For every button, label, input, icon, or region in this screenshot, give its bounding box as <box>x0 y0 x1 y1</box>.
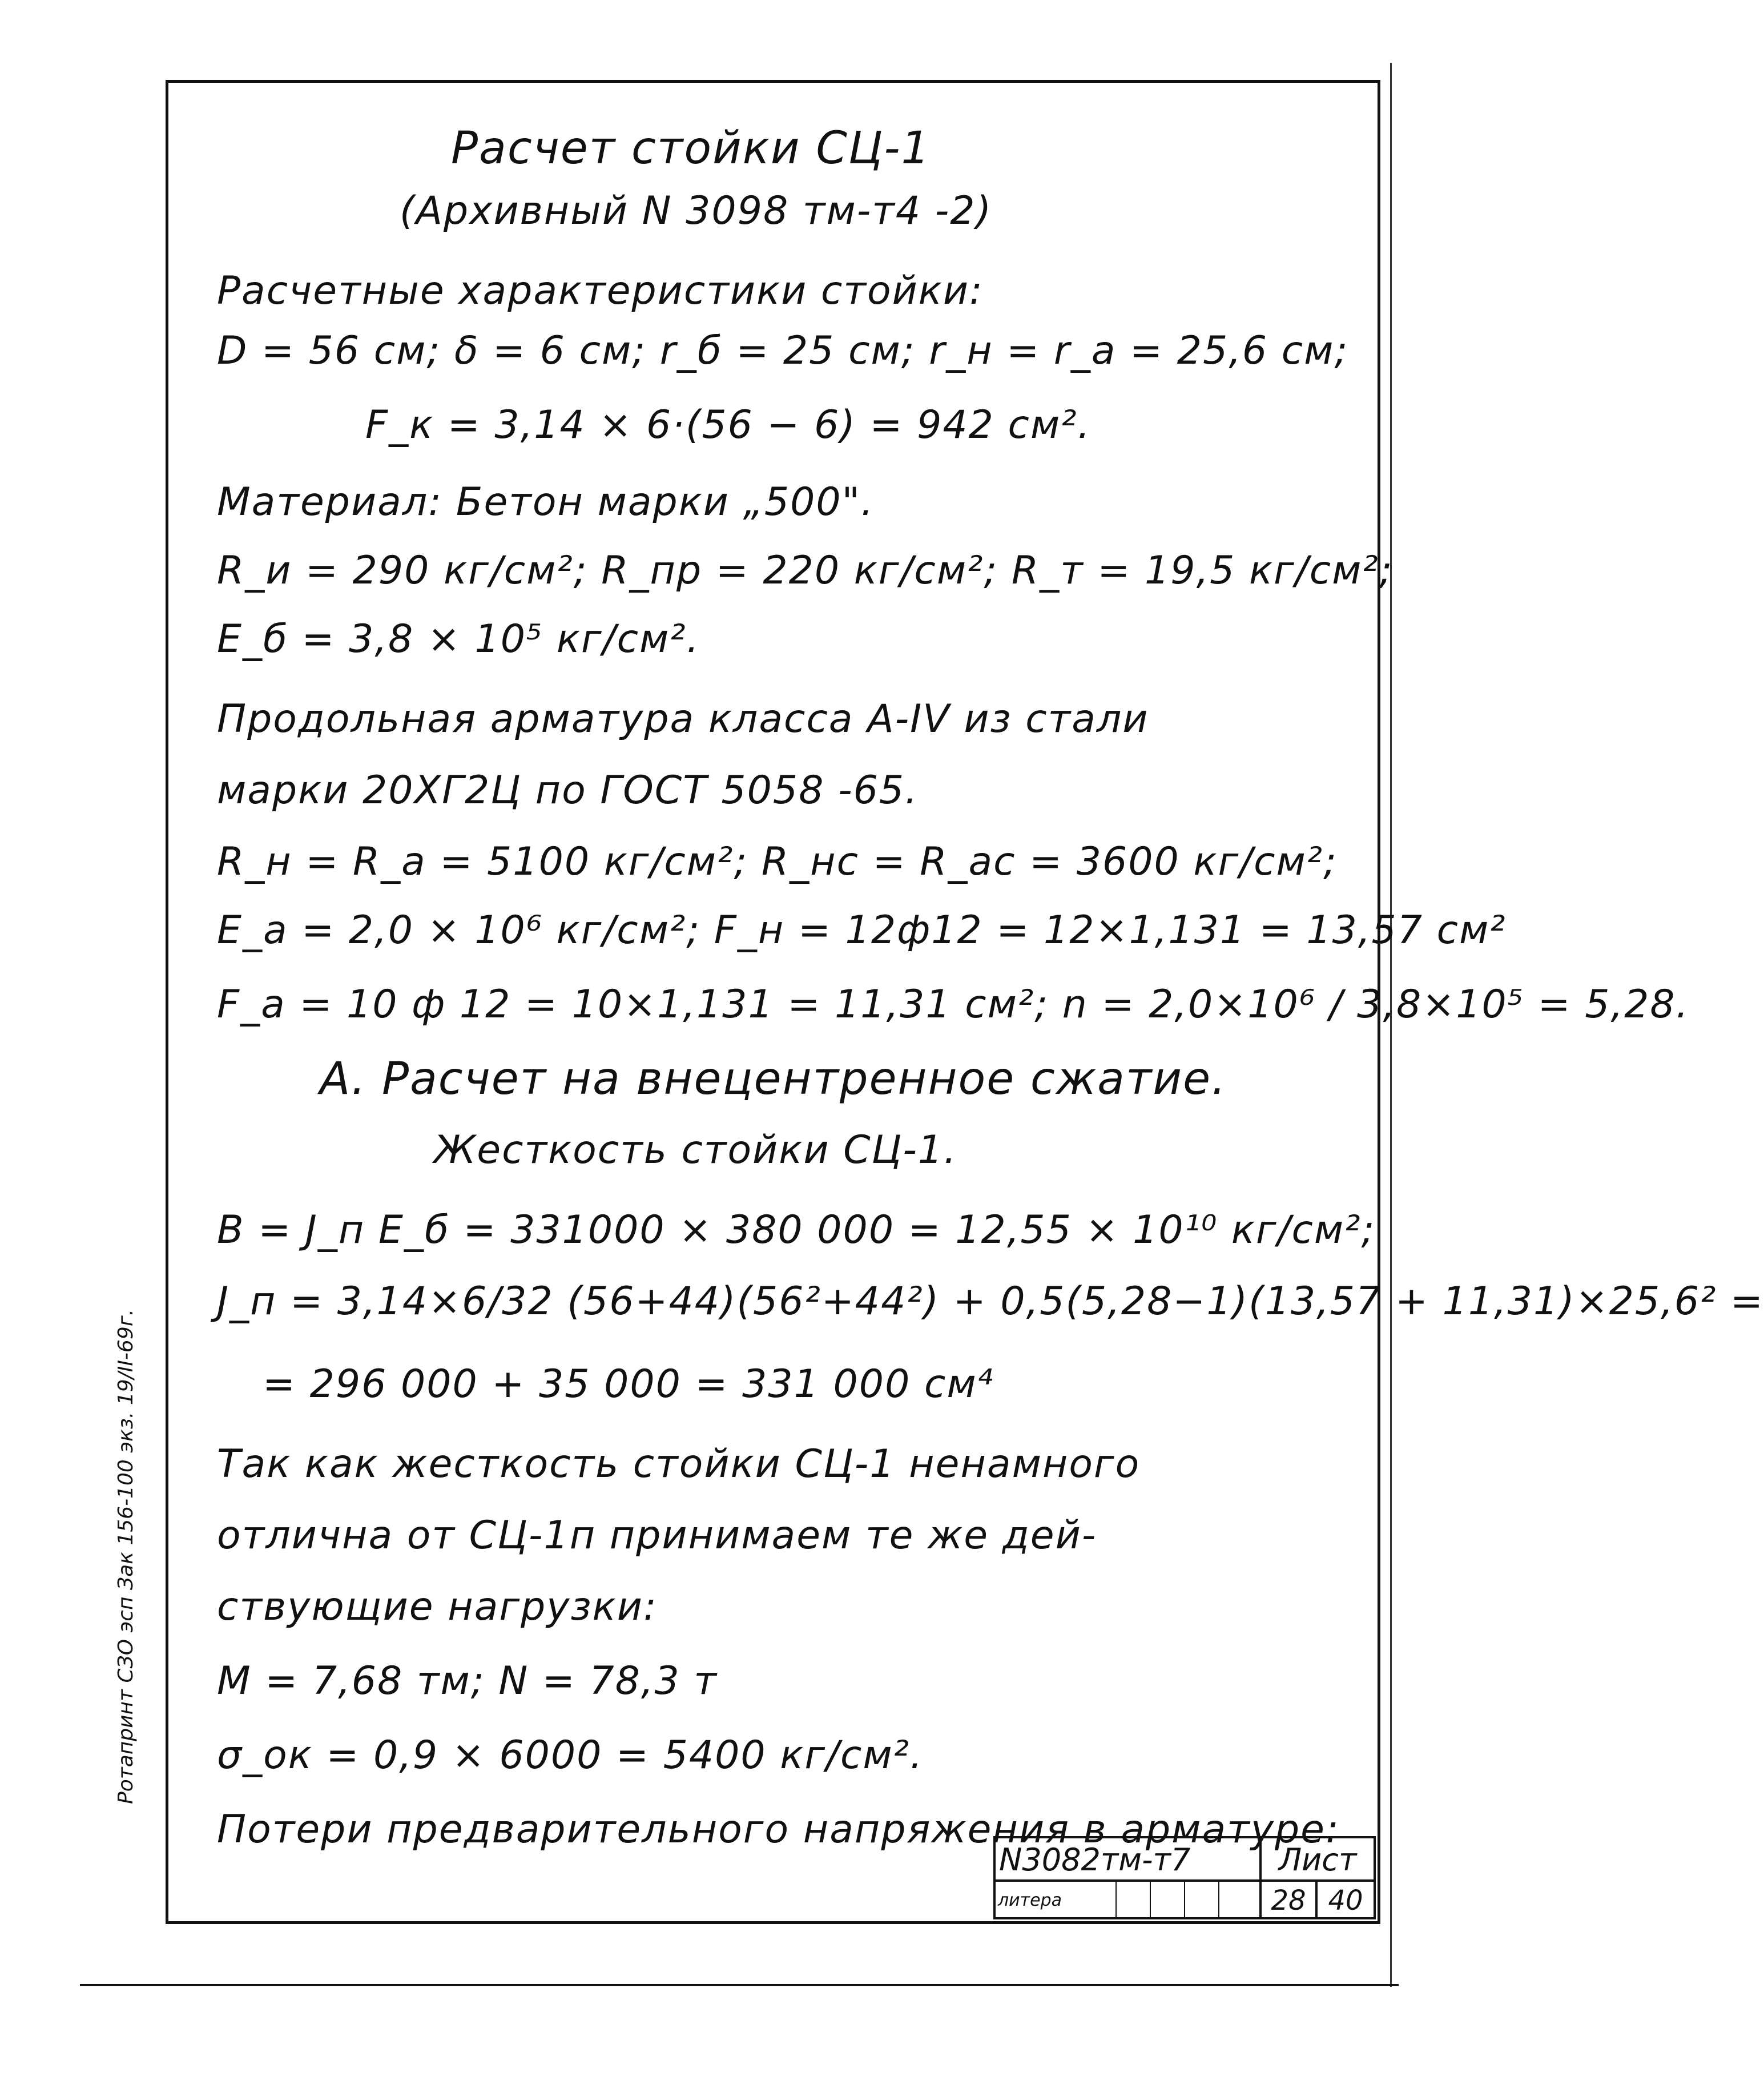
text-line-1: Расчетные характеристики стойки: <box>217 268 984 313</box>
text-line-8: марки 20ХГ2Ц по ГОСТ 5058 -65. <box>217 768 919 813</box>
text-line-2: D = 56 см; δ = 6 см; r_б = 25 см; r_н = r_а = 25,6 см; <box>217 328 1349 373</box>
stamp-grid-line <box>1184 1882 1185 1917</box>
stamp-literal-label: литера <box>998 1890 1062 1910</box>
stamp-doc-number: N3082тм-т7 <box>993 1836 1262 1882</box>
stamp-sheet-number: 28 <box>1259 1879 1318 1919</box>
text-line-11: F_а = 10 ф 12 = 10×1,131 = 11,31 см²; n = 2,0×10⁶ / 3,8×10⁵ = 5,28. <box>217 982 1690 1027</box>
section-heading: А. Расчет на внецентренное сжатие. <box>320 1053 1227 1105</box>
text-line-20: M = 7,68 тм; N = 78,3 т <box>217 1659 718 1704</box>
document-title: Расчет стойки СЦ-1 <box>451 123 931 174</box>
text-line-10: E_а = 2,0 × 10⁶ кг/см²; F_н = 12ф12 = 12×1,131 = 13,57 см² <box>217 908 1507 953</box>
subsection-heading: Жесткость стойки СЦ-1. <box>434 1128 957 1173</box>
stamp-sheets-total: 40 <box>1315 1879 1376 1919</box>
document-subtitle: (Архивный N 3098 тм-т4 -2) <box>400 188 993 234</box>
text-line-16: = 296 000 + 35 000 = 331 000 см⁴ <box>263 1362 994 1407</box>
stamp-sheet-label: Лист <box>1259 1836 1376 1882</box>
text-line-6: E_б = 3,8 × 10⁵ кг/см². <box>217 617 700 662</box>
stamp-grid-line <box>1218 1882 1219 1917</box>
text-line-18: отлична от СЦ-1п принимаем те же дей- <box>217 1513 1097 1558</box>
print-note: Ротапринт СЗО эсп Зак 156-100 экз. 19/II-69г. <box>114 1309 138 1804</box>
text-line-9: R_н = R_а = 5100 кг/см²; R_нс = R_ас = 3600 кг/см²; <box>217 839 1338 884</box>
text-line-22: Потери предварительного напряжения в арматуре: <box>217 1807 1340 1852</box>
text-line-15: J_п = 3,14×6/32 (56+44)(56²+44²) + 0,5(5,28−1)(13,57 + 11,31)×25,6² = <box>217 1279 1764 1324</box>
text-line-4: Материал: Бетон марки „500". <box>217 480 875 525</box>
stamp-grid-line <box>1115 1882 1117 1917</box>
text-line-19: ствующие нагрузки: <box>217 1584 658 1629</box>
stamp-grid-line <box>1150 1882 1151 1917</box>
text-line-3: F_к = 3,14 × 6·(56 − 6) = 942 см². <box>365 402 1092 448</box>
stamp-literal <box>993 1879 1262 1919</box>
text-line-21: σ_ок = 0,9 × 6000 = 5400 кг/см². <box>217 1733 924 1778</box>
text-line-5: R_и = 290 кг/см²; R_пр = 220 кг/см²; R_т = 19,5 кг/см²; <box>217 548 1394 593</box>
bottom-rule <box>80 1984 1399 1986</box>
text-line-14: B = J_п E_б = 331000 × 380 000 = 12,55 × 10¹⁰ кг/см²; <box>217 1207 1376 1253</box>
title-block-stamp <box>993 1836 1376 1919</box>
text-line-17: Так как жесткость стойки СЦ-1 ненамного <box>217 1442 1141 1487</box>
text-line-7: Продольная арматура класса А-IV из стали <box>217 697 1149 742</box>
